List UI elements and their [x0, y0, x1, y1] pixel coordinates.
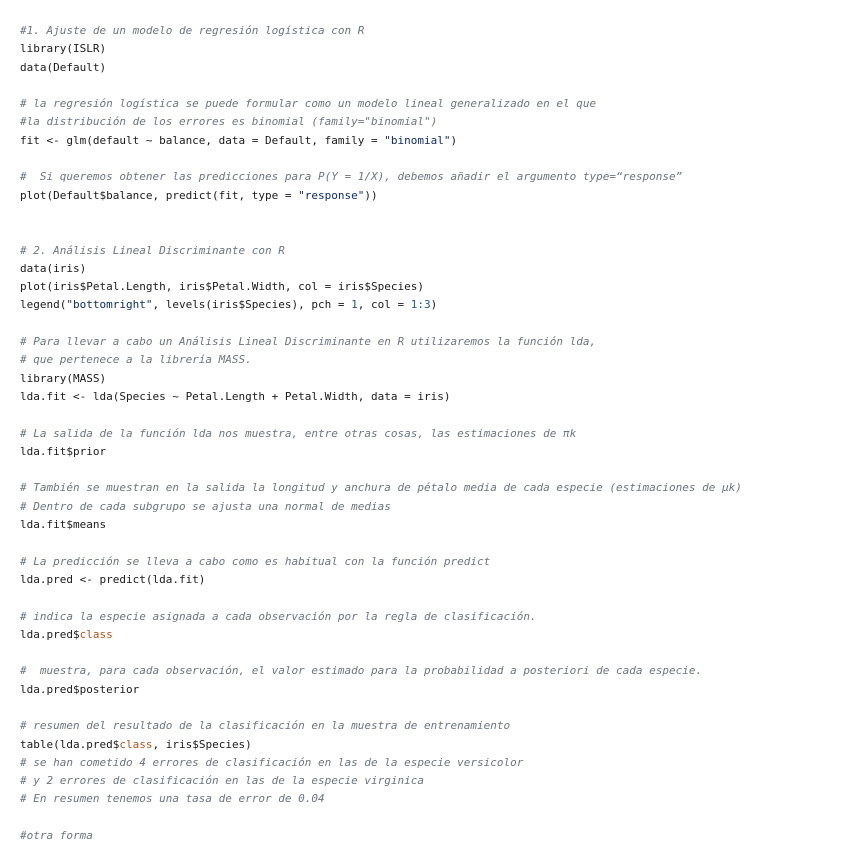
string-literal: "response": [298, 188, 365, 202]
comment-line: # y 2 errores de clasificación en las de la especie virginica: [20, 774, 424, 788]
blank-line: [20, 461, 742, 479]
blank-line: [20, 406, 742, 424]
code-line: [20, 388, 742, 406]
code-line: [20, 132, 742, 150]
code-token: ): [430, 298, 438, 312]
keyword-token: class: [79, 627, 113, 641]
comment-line: #otra forma: [20, 829, 93, 843]
comment-line: # La predicción se lleva a cabo como es habitual con la función predict: [20, 554, 491, 568]
code-token: , iris$Species): [152, 737, 252, 751]
code-token: library(ISLR): [20, 42, 107, 56]
code-token: table(lda.pred$: [20, 737, 120, 751]
comment-line: # La salida de la función lda nos muestra, entre otras cosas, las estimaciones de πk: [20, 426, 577, 440]
code-line: [20, 370, 742, 388]
comment-line: # la regresión logística se puede formular como un modelo lineal generalizado en el que: [20, 97, 597, 111]
code-token: data(Default): [20, 60, 107, 74]
blank-line: [20, 150, 742, 168]
numeric-literal: 1: [351, 298, 358, 312]
blank-line: [20, 809, 742, 827]
comment-line: # En resumen tenemos una tasa de error de 0.04: [20, 792, 325, 806]
code-line: [20, 681, 742, 699]
code-line: [20, 40, 742, 58]
comment-line: #1. Ajuste de un modelo de regresión logística con R: [20, 24, 365, 37]
blank-line: [20, 699, 742, 717]
comment-line: # que pertenece a la librería MASS.: [20, 353, 252, 367]
code-line: [20, 278, 742, 296]
code-token: legend(: [20, 298, 67, 312]
code-token: plot(Default$balance, predict(fit, type =: [20, 188, 299, 202]
blank-line: [20, 534, 742, 552]
blank-line: [20, 644, 742, 662]
comment-line: # Dentro de cada subgrupo se ajusta una normal de medias: [20, 499, 391, 513]
code-token: lda.pred$posterior: [20, 682, 140, 696]
code-token: lda.pred$: [20, 627, 80, 641]
comment-line: #la distribución de los errores es binomial (family="binomial"): [20, 115, 438, 129]
blank-line: [20, 77, 742, 95]
code-token: data(iris): [20, 261, 87, 275]
comment-line: # resumen del resultado de la clasificación en la muestra de entrenamiento: [20, 719, 511, 733]
code-token: , levels(iris$Species), pch =: [152, 298, 352, 312]
code-token: ): [450, 133, 458, 147]
blank-line: [20, 205, 742, 223]
comment-line: # Para llevar a cabo un Análisis Lineal Discriminante en R utilizaremos la función lda,: [20, 335, 597, 349]
comment-line: # se han cometido 4 errores de clasificación en las de la especie versicolor: [20, 755, 524, 769]
string-literal: "binomial": [384, 133, 451, 147]
code-token: lda.fit <- lda(Species ~ Petal.Length + Petal.Width, data = iris): [20, 389, 451, 403]
code-line: [20, 736, 742, 754]
comment-line: # 2. Análisis Lineal Discriminante con R: [20, 243, 285, 257]
code-token: )): [364, 188, 378, 202]
code-listing: [20, 22, 742, 845]
code-line: [20, 571, 742, 589]
numeric-literal: 1:3: [410, 298, 431, 312]
blank-line: [20, 223, 742, 241]
code-line: [20, 59, 742, 77]
code-token: fit <- glm(default ~ balance, data = Default, family =: [20, 133, 385, 147]
code-line: [20, 260, 742, 278]
code-line: [20, 443, 742, 461]
code-token: lda.fit$means: [20, 518, 107, 532]
code-token: library(MASS): [20, 371, 107, 385]
comment-line: # indica la especie asignada a cada observación por la regla de clasificación.: [20, 609, 537, 623]
code-token: , col =: [357, 298, 411, 312]
string-literal: "bottomright": [66, 298, 153, 312]
keyword-token: class: [119, 737, 153, 751]
comment-line: # También se muestran en la salida la longitud y anchura de pétalo media de cada especie (estimaciones de µk): [20, 481, 742, 495]
code-token: lda.pred <- predict(lda.fit): [20, 572, 206, 586]
blank-line: [20, 315, 742, 333]
blank-line: [20, 589, 742, 607]
code-line: [20, 626, 742, 644]
code-line: [20, 187, 742, 205]
code-line: [20, 296, 742, 314]
comment-line: # Si queremos obtener las predicciones para P(Y = 1/X), debemos añadir el argumento type=“response”: [20, 170, 683, 184]
code-token: plot(iris$Petal.Length, iris$Petal.Width, col = iris$Species): [20, 280, 424, 294]
code-line: [20, 516, 742, 534]
comment-line: # muestra, para cada observación, el valor estimado para la probabilidad a posteriori de cada especie.: [20, 664, 703, 678]
code-token: lda.fit$prior: [20, 444, 107, 458]
